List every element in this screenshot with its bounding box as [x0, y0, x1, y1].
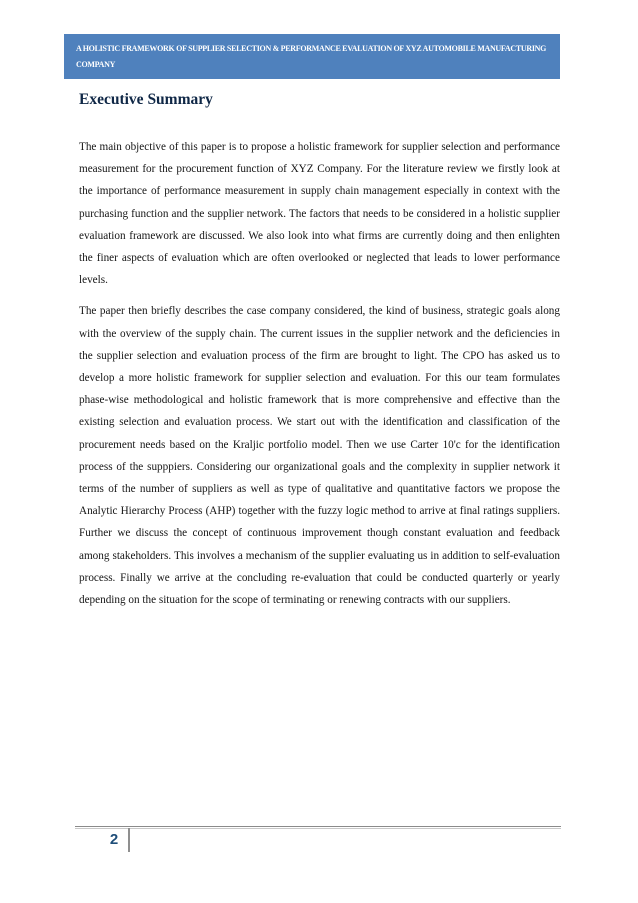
- executive-summary-content: [79, 136, 560, 611]
- document-header-title: A HOLISTIC FRAMEWORK OF SUPPLIER SELECTION & PERFORMANCE EVALUATION OF XYZ AUTOMOBILE MANUFACTURING COMPANY: [76, 44, 547, 69]
- footer-divider: [128, 828, 130, 852]
- summary-paragraph-1: The main objective of this paper is to propose a holistic framework for supplier selection and performance measurement for the procurement function of XYZ Company. For the literature review we firstly look at the importance of performance measurement in supply chain management especially in context with the purchasing function and the supplier network. The factors that needs to be considered in a holistic supplier evaluation framework are discussed. We also look into what firms are currently doing and then enlighten the finer aspects of evaluation which are often overlooked or neglected that leads to lower performance levels.: [79, 141, 560, 287]
- document-header-band: [64, 34, 560, 79]
- footer-rule: [75, 826, 561, 827]
- executive-summary-heading: Executive Summary: [79, 91, 213, 108]
- summary-paragraph-2: The paper then briefly describes the case company considered, the kind of business, strategic goals along with the overview of the supply chain. The current issues in the supplier network and the deficiencies in the supplier selection and evaluation process of the firm are brought to light. The CPO has asked us to develop a more holistic framework for supplier selection and evaluation. For this our team formulates phase-wise methodological and holistic framework that is more comprehensive and effective than the existing selection and evaluation process. We start out with the identification and classification of the procurement needs based on the Kraljic portfolio model. Then we use Carter 10'c for the identification process of the supppiers. Considering our organizational goals and the complexity in supplier network it terms of the number of suppliers as well as type of qualitative and quantitative factors we propose the Analytic Hierarchy Process (AHP) together with the fuzzy logic method to arrive at final ratings suppliers. Further we discuss the concept of continuous improvement though constant evaluation and feedback among stakeholders. This involves a mechanism of the supplier evaluating us in addition to self-evaluation process. Finally we arrive at the concluding re-evaluation that could be conducted quarterly or yearly depending on the situation for the scope of terminating or renewing contracts with our suppliers.: [79, 305, 560, 607]
- page-number: 2: [109, 831, 119, 848]
